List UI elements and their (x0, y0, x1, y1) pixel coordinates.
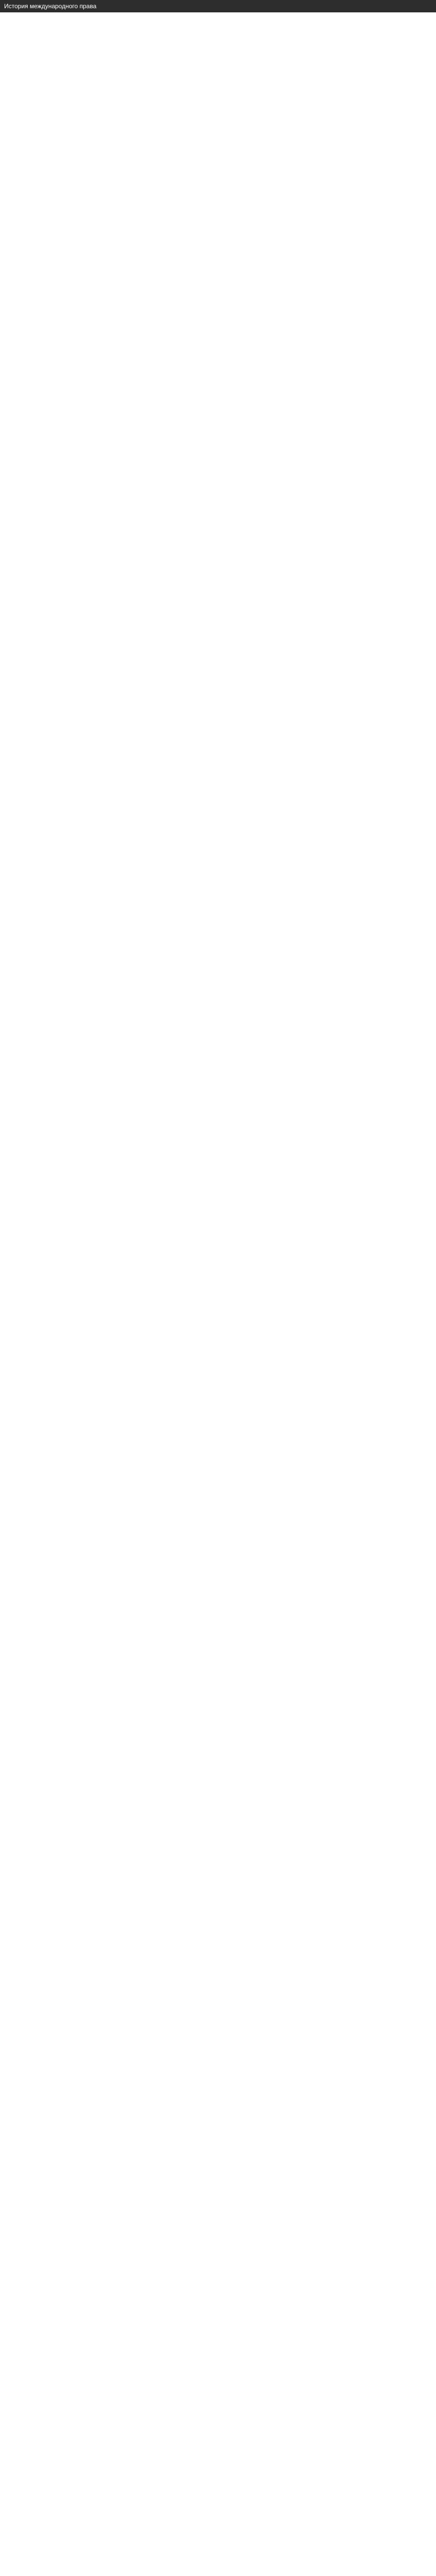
document-title-bar: История международного права (0, 0, 436, 12)
document-body (0, 12, 436, 37)
